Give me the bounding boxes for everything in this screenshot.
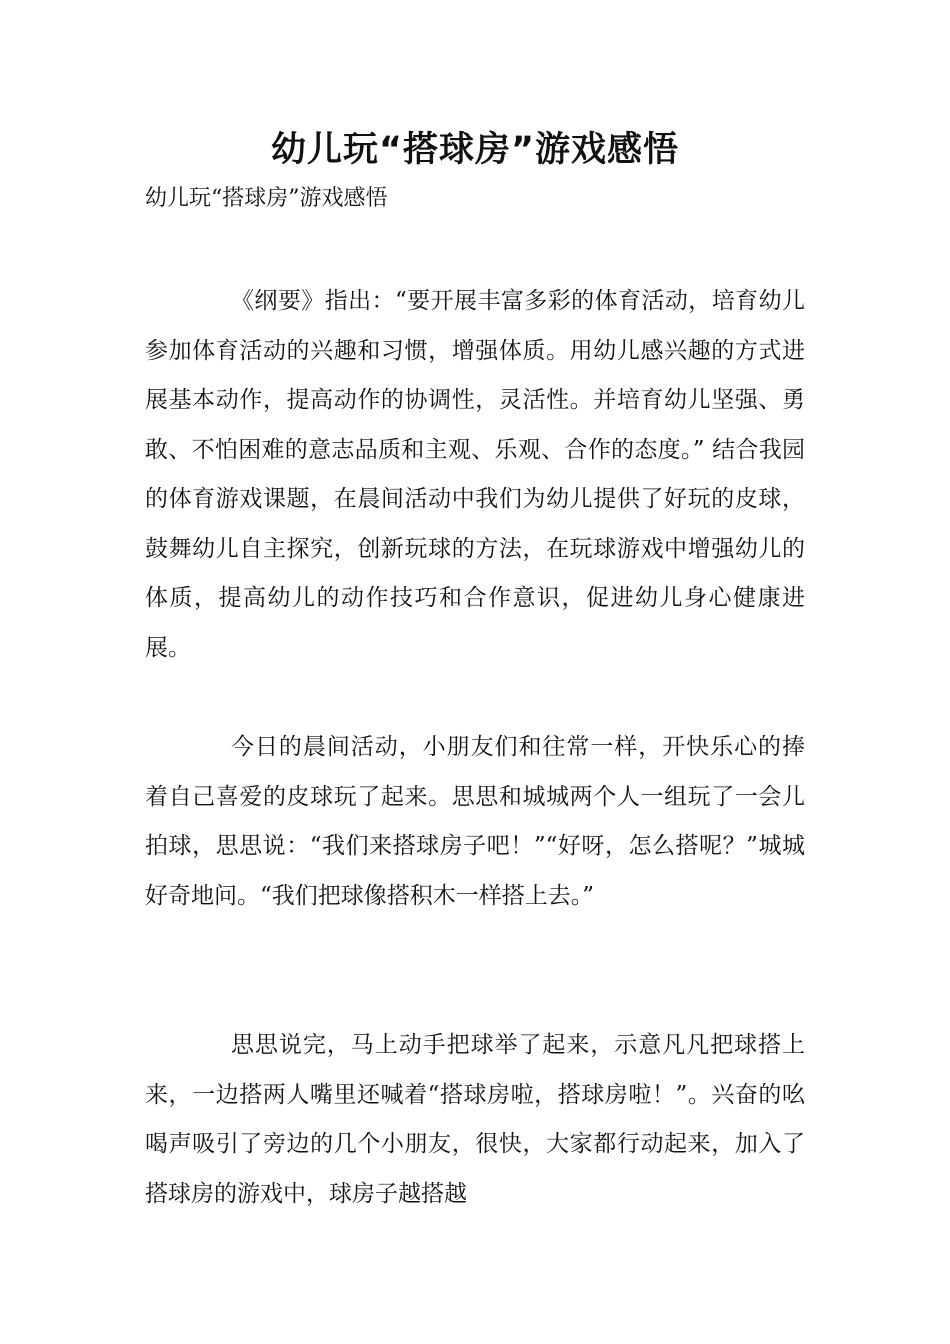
paragraph-1: 《纲要》指出：“要开展丰富多彩的体育活动，培育幼儿参加体育活动的兴趣和习惯，增强体质。用幼儿感兴趣的方式进展基本动作，提高动作的协调性，灵活性。并培育幼儿坚强、勇敢、不怕困难的意志品质和主观、乐观、合作的态度。” 结合我园的体育游戏课题，在晨间活动中我们为幼儿提供了好玩的皮球，鼓舞幼儿自主探究，创新玩球的方法，在玩球游戏中增强幼儿的体质，提高幼儿的动作技巧和合作意识，促进幼儿身心健康进展。 (145, 288, 805, 661)
document-subtitle: 幼儿玩“搭球房”游戏感悟 (145, 186, 388, 211)
paragraph-2: 今日的晨间活动，小朋友们和往常一样，开快乐心的捧着自己喜爱的皮球玩了起来。思思和城城两个人一组玩了一会儿拍球，思思说：“我们来搭球房子吧！”“好呀，怎么搭呢？”城城好奇地问。“我们把球像搭积木一样搭上去。” (145, 734, 805, 909)
document-title: 幼儿玩“搭球房”游戏感悟 (270, 130, 679, 170)
paragraph-3: 思思说完，马上动手把球举了起来，示意凡凡把球搭上来，一边搭两人嘴里还喊着“搭球房啦，搭球房啦！”。兴奋的吆喝声吸引了旁边的几个小朋友，很快，大家都行动起来，加入了搭球房的游戏中，球房子越搭越 (145, 1032, 805, 1207)
